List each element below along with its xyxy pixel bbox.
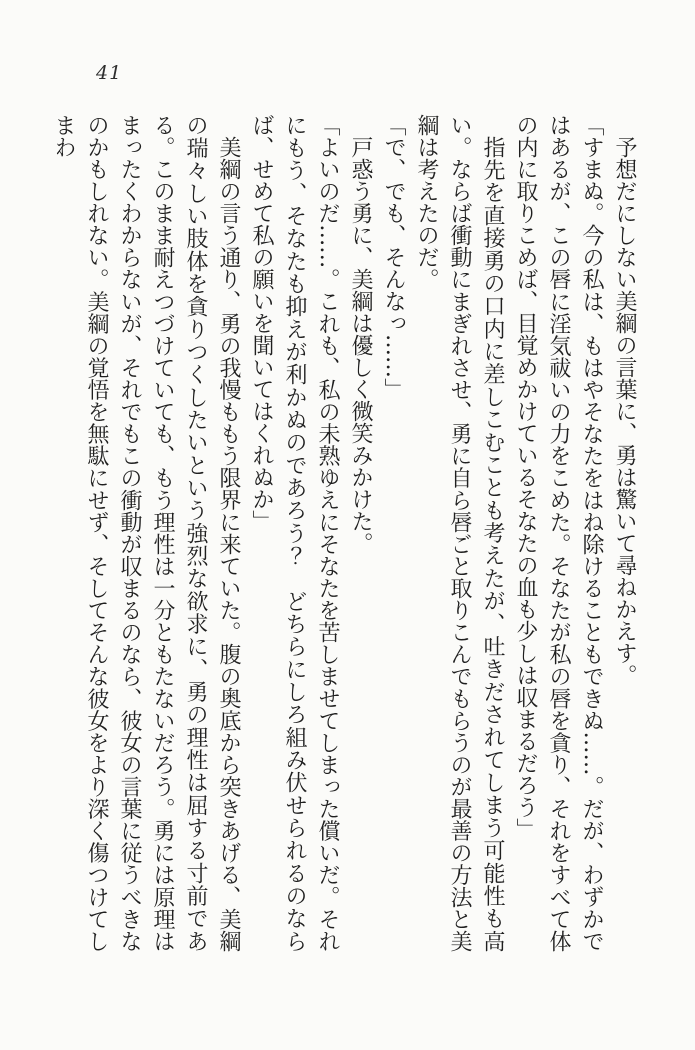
paragraph-narration-1: 予想だにしない美綱の言葉に、勇は驚いて尋ねかえす。 — [612, 136, 637, 686]
paragraph-narration-3: 戸惑う勇に、美綱は優しく微笑みかけた。 — [348, 136, 373, 554]
text-block — [47, 114, 641, 952]
paragraph-dialogue-3: 「よいのだ……。これも、私の未熟ゆえにそなたを苦しませてしまった償いだ。それにもう、そなたも抑えが利かぬのであろう？ どちらにしろ組み伏せられるのならば、せめて私の願いを聞いてはくれぬか」 — [249, 114, 340, 952]
paragraph-narration-2: 指先を直接勇の口内に差しこむことも考えたが、吐きだされてしまう可能性も高い。ならば衝動にまぎれさせ、勇に自ら唇ごと取りこんでもらうのが最善の方法と美綱は考えたのだ。 — [414, 114, 505, 953]
paragraph-narration-4: 美綱の言う通り、勇の我慢ももう限界に来ていた。腹の奥底から突きあげる、美綱の瑞々しい肢体を貪りつくしたいという強烈な欲求に、勇の理性は屈する寸前である。このまま耐えつづけていても、もう理性は一分ともたないだろう。勇には原理はまったくわからないが、それでもこの衝動が収まるのなら、彼女の言葉に従うべきなのかもしれない。美綱の覚悟を無駄にせず、そしてそんな彼女をより深く傷つけてしまわ — [51, 114, 241, 953]
page-number: 41 — [96, 62, 123, 84]
paragraph-dialogue-2: 「で、でも、そんなっ……」 — [381, 114, 406, 400]
paragraph-dialogue-1: 「すまぬ。今の私は、もはやそなたをはね除けることもできぬ……。だが、わずかではあるが、この唇に淫気祓いの力をこめた。そなたが私の唇を貪り、それをすべて体の内に取りこめば、目覚めかけているそなたの血も少しは収まるだろう」 — [513, 114, 604, 953]
